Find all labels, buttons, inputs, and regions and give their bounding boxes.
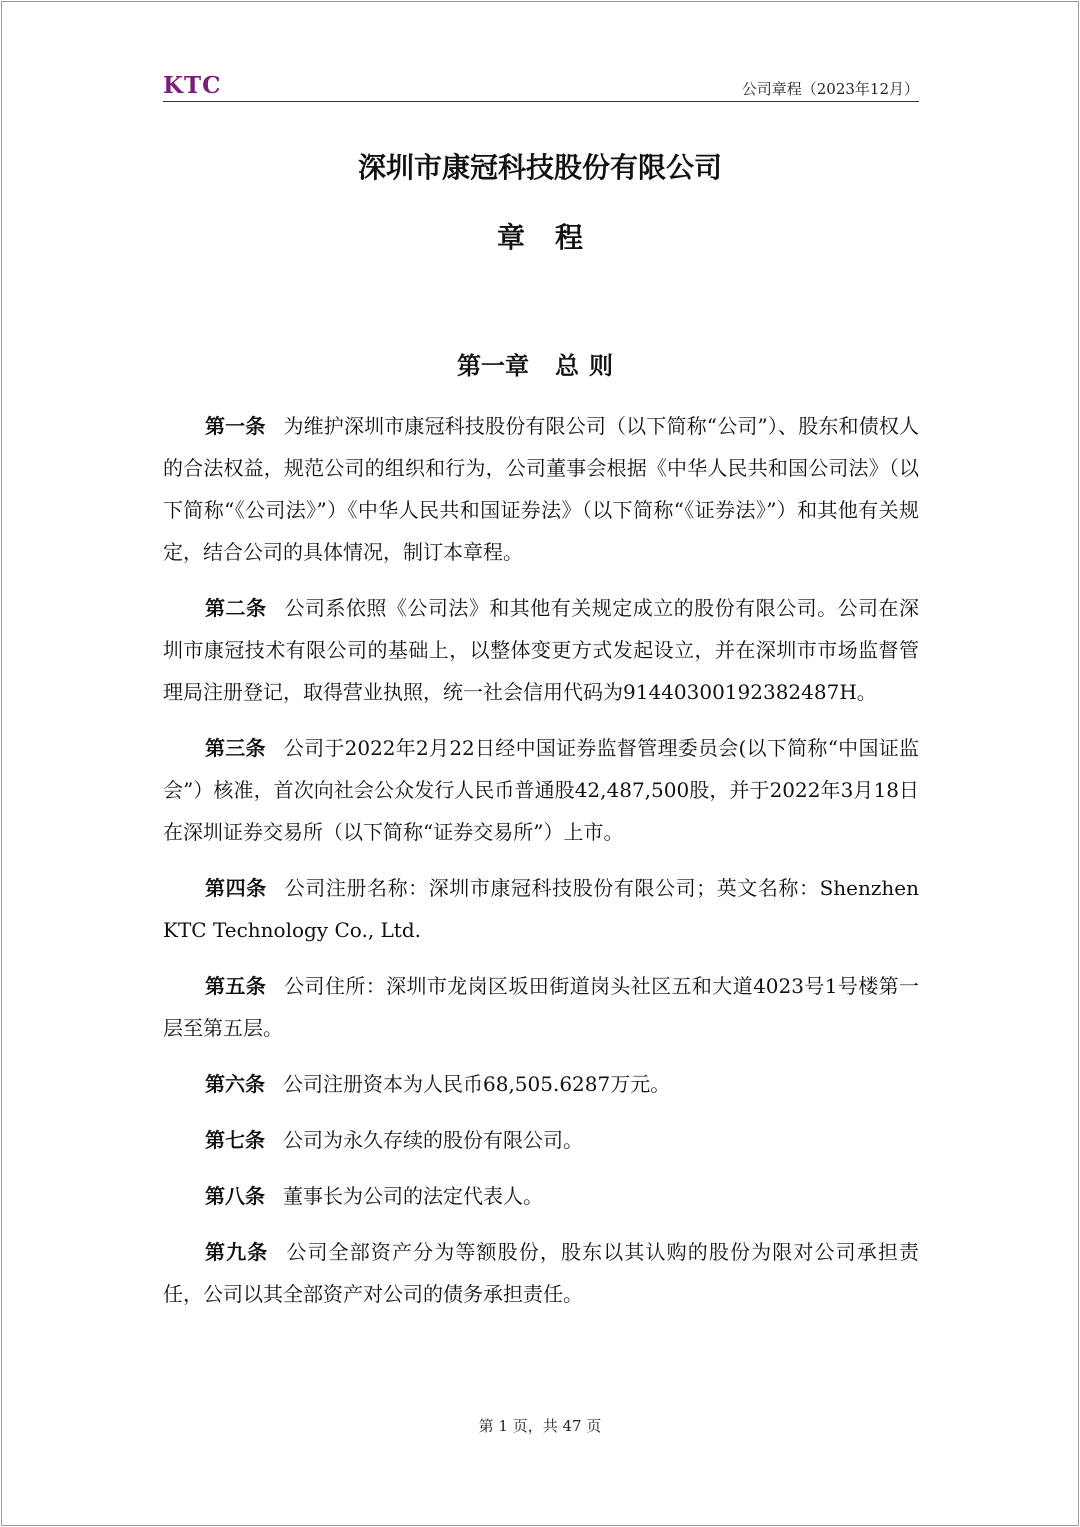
article-5 xyxy=(163,965,919,1049)
article-text: 公司全部资产分为等额股份，股东以其认购的股份为限对公司承担责任，公司以其全部资产对公司的债务承担责任。 xyxy=(163,1240,919,1306)
article-label: 第六条 xyxy=(205,1072,265,1096)
header-divider xyxy=(163,101,919,102)
article-label: 第四条 xyxy=(205,876,267,900)
article-9 xyxy=(163,1231,919,1315)
article-text: 为维护深圳市康冠科技股份有限公司（以下简称“公司”）、股东和债权人的合法权益，规范公司的组织和行为，公司董事会根据《中华人民共和国公司法》（以下简称“《公司法》”）《中华人民共和国证券法》（以下简称“《证券法》”）和其他有关规定，结合公司的具体情况，制订本章程。 xyxy=(163,414,920,564)
article-text: 公司系依照《公司法》和其他有关规定成立的股份有限公司。公司在深圳市康冠技术有限公司的基础上，以整体变更方式发起设立，并在深圳市市场监督管理局注册登记，取得营业执照，统一社会信用代码为91440300192382487H。 xyxy=(163,596,920,704)
article-label: 第二条 xyxy=(205,596,267,620)
article-3 xyxy=(163,727,919,853)
page-number: 第 1 页，共 47 页 xyxy=(478,1417,602,1435)
article-2 xyxy=(163,587,919,713)
article-text: 公司注册资本为人民币68,505.6287万元。 xyxy=(283,1072,671,1096)
article-text: 公司注册名称：深圳市康冠科技股份有限公司；英文名称：Shenzhen KTC Technology Co., Ltd. xyxy=(163,876,920,942)
article-1 xyxy=(163,405,919,573)
article-label: 第九条 xyxy=(205,1240,269,1264)
article-text: 董事长为公司的法定代表人。 xyxy=(283,1184,543,1208)
article-4 xyxy=(163,867,919,951)
article-label: 第五条 xyxy=(205,974,267,998)
article-label: 第一条 xyxy=(205,414,266,438)
chapter-number: 第一章 xyxy=(457,352,529,380)
article-label: 第七条 xyxy=(205,1128,265,1152)
article-6 xyxy=(163,1063,919,1105)
page-header xyxy=(163,72,919,102)
article-label: 第三条 xyxy=(205,736,266,760)
document-label: 公司章程（2023年12月） xyxy=(741,80,919,98)
article-text: 公司住所：深圳市龙岗区坂田街道岗头社区五和大道4023号1号楼第一层至第五层。 xyxy=(163,974,920,1040)
chapter-heading xyxy=(0,346,1080,381)
document-title: 章程 xyxy=(496,221,613,254)
article-7 xyxy=(163,1119,919,1161)
article-8 xyxy=(163,1175,919,1217)
article-text: 公司为永久存续的股份有限公司。 xyxy=(283,1128,583,1152)
chapter-name: 总则 xyxy=(555,352,623,380)
ktc-logo: KTC xyxy=(163,72,222,99)
article-list xyxy=(163,405,919,1329)
article-label: 第八条 xyxy=(205,1184,265,1208)
company-title: 深圳市康冠科技股份有限公司 xyxy=(357,151,722,184)
article-text: 公司于2022年2月22日经中国证券监督管理委员会(以下简称“中国证监会”）核准，首次向社会公众发行人民币普通股42,487,500股，并于2022年3月18日在深圳证券交易所（以下简称“证券交易所”）上市。 xyxy=(163,736,919,844)
